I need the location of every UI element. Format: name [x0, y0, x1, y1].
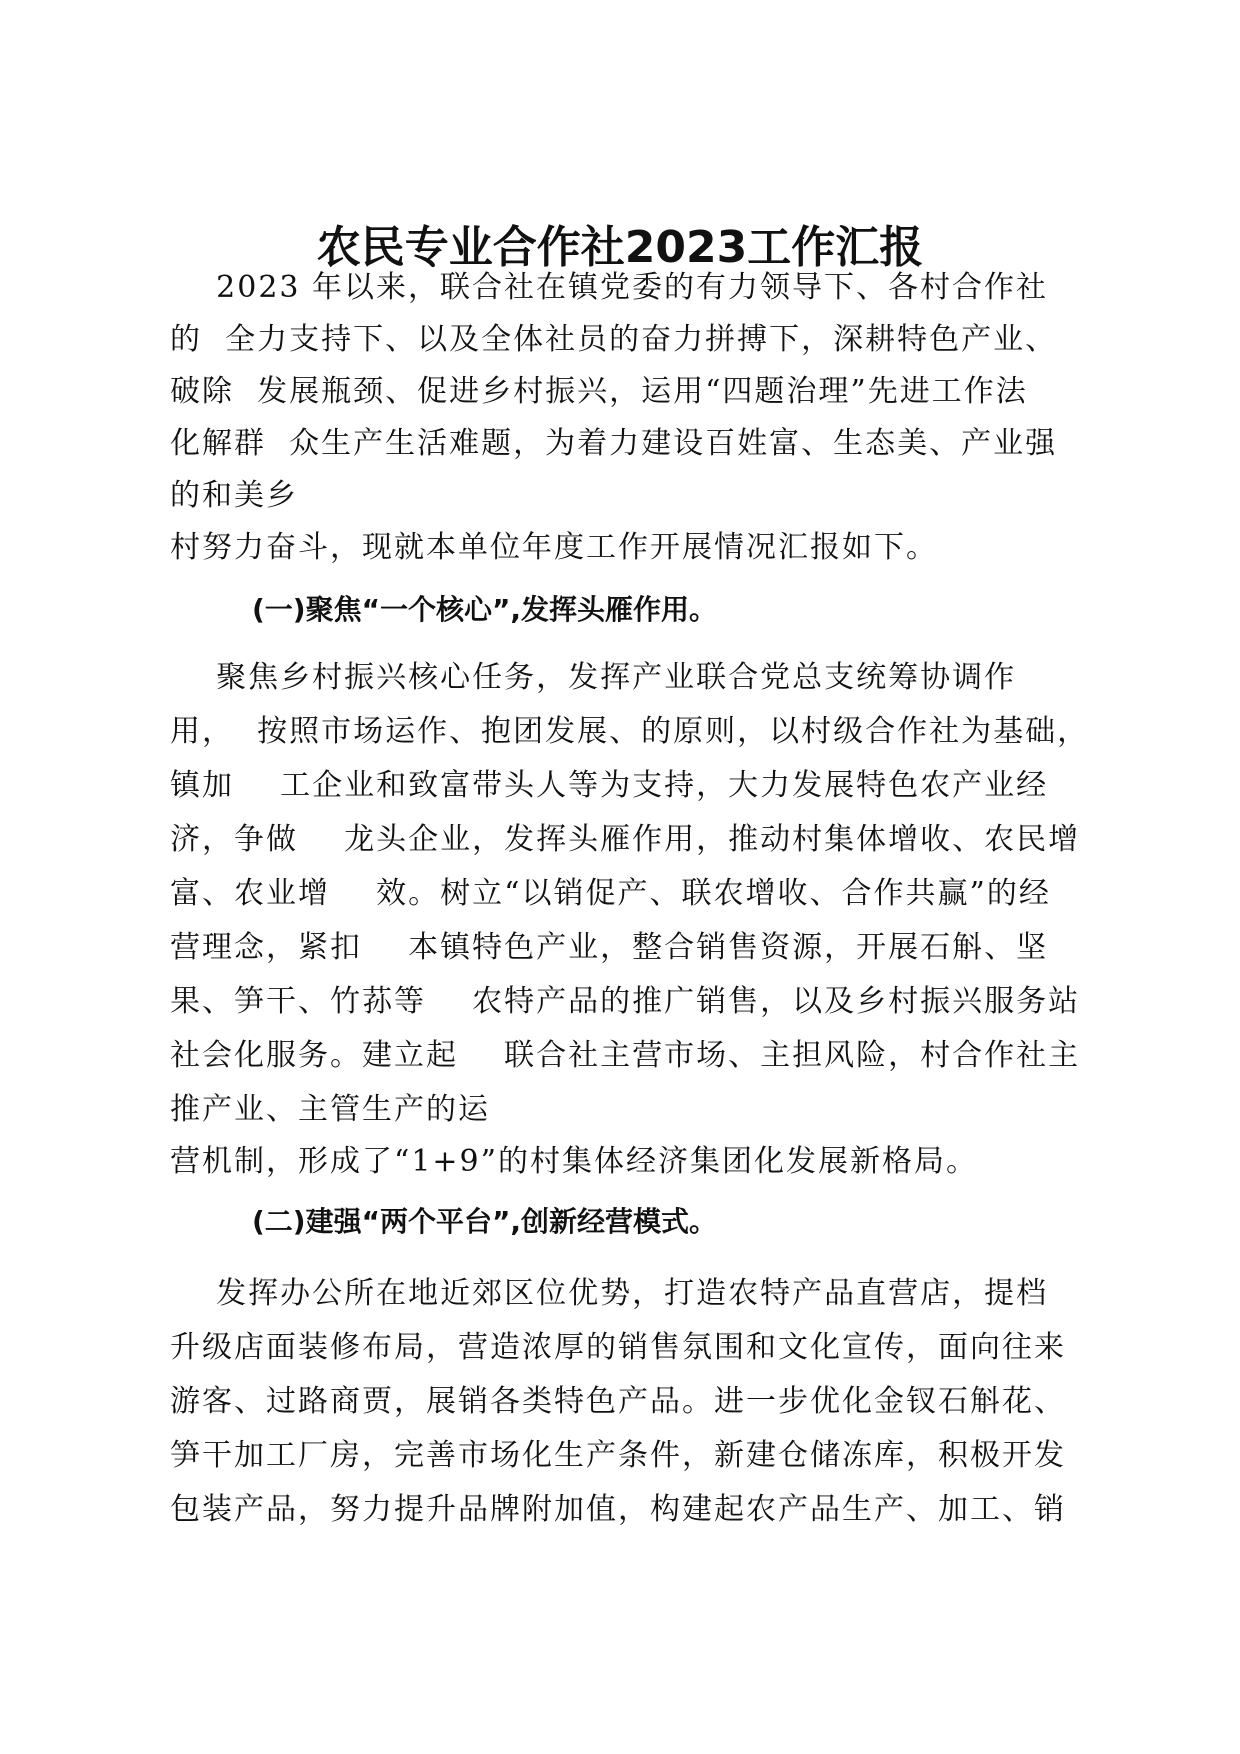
section1-line-1: 聚焦乡村振兴核心任务，发挥产业联合党总支统筹协调作 [170, 660, 1017, 695]
section1-line-5: 富、农业增 效。树立“以销促产、联农增收、合作共赢”的经 [170, 876, 1051, 911]
section1-line-2: 用， 按照市场运作、抱团发展、的原则，以村级合作社为基础， [170, 714, 1090, 749]
document-title: 农民专业合作社2023工作汇报 [316, 222, 924, 273]
intro-line-4: 化解群 众生产生活难题，为着力建设百姓富、生态美、产业强 [170, 426, 1058, 461]
section1-line-9: 推产业、主管生产的运 [170, 1092, 490, 1127]
intro-line-3: 破除 发展瓶颈、促进乡村振兴，运用“四题治理”先进工作法 [170, 374, 1028, 409]
section2-line-4: 笋干加工厂房，完善市场化生产条件，新建仓储冻库，积极开发 [170, 1438, 1066, 1473]
section1-line-7: 果、笋干、竹荪等 农特产品的推广销售，以及乡村振兴服务站 [170, 984, 1081, 1019]
intro-line-6: 村努力奋斗，现就本单位年度工作开展情况汇报如下。 [170, 530, 938, 565]
section1-line-8: 社会化服务。建立起 联合社主营市场、主担风险，村合作社主 [170, 1038, 1081, 1073]
intro-line-1: 2023 年以来，联合社在镇党委的有力领导下、各村合作社 [170, 270, 1049, 305]
section-heading-1: (一)聚焦“一个核心”,发挥头雁作用。 [252, 593, 718, 626]
section-heading-2: (二)建强“两个平台”,创新经营模式。 [252, 1205, 718, 1238]
section2-line-1: 发挥办公所在地近郊区位优势，打造农特产品直营店，提档 [170, 1276, 1049, 1311]
section1-line-10: 营机制，形成了“1+9”的村集体经济集团化发展新格局。 [170, 1144, 978, 1179]
section2-line-5: 包装产品，努力提升品牌附加值，构建起农产品生产、加工、销 [170, 1492, 1066, 1527]
section2-line-2: 升级店面装修布局，营造浓厚的销售氛围和文化宣传，面向往来 [170, 1330, 1066, 1365]
section1-line-6: 营理念，紧扣 本镇特色产业，整合销售资源，开展石斛、坚 [170, 930, 1049, 965]
section2-line-3: 游客、过路商贾，展销各类特色产品。进一步优化金钗石斛花、 [170, 1384, 1066, 1419]
intro-line-2: 的 全力支持下、以及全体社员的奋力拼搏下，深耕特色产业、 [170, 322, 1058, 357]
intro-line-5: 的和美乡 [170, 478, 298, 513]
section1-line-4: 济，争做 龙头企业，发挥头雁作用，推动村集体增收、农民增 [170, 822, 1081, 857]
section1-line-3: 镇加 工企业和致富带头人等为支持，大力发展特色农产业经 [170, 768, 1049, 803]
